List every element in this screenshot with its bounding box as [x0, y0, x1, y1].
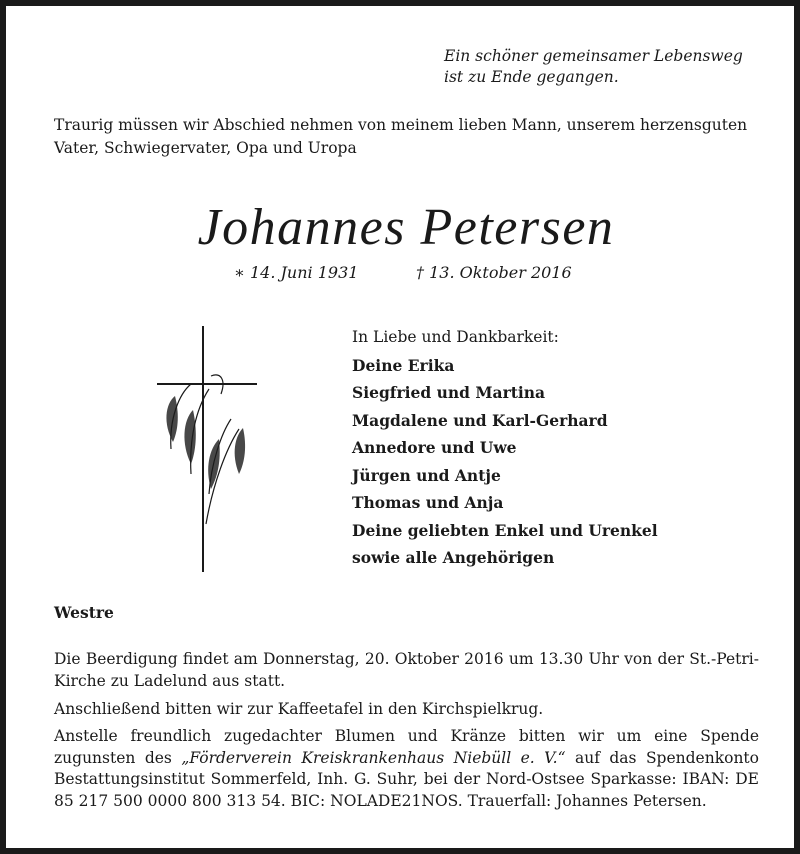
- birth-date: ∗ 14. Juni 1931: [234, 263, 359, 282]
- epigraph-quote: [444, 46, 744, 88]
- mourner-name: Siegfried und Martina: [352, 383, 546, 402]
- funeral-info: Die Beerdigung findet am Donnerstag, 20. Oktober 2016 um 13.30 Uhr von der St.-Petri-Kirche zu Ladelund aus statt.: [54, 650, 759, 690]
- mourner-name: Jürgen und Antje: [352, 465, 501, 485]
- intro-text: Traurig müssen wir Abschied nehmen von meinem lieben Mann, unserem herzensguten Vater, Schwiegervater, Opa und Uropa: [54, 116, 748, 157]
- quote-line-2: ist zu Ende gegangen.: [444, 68, 619, 86]
- mourner-name: Deine Erika: [352, 355, 455, 375]
- place-of-residence: Westre: [54, 603, 114, 622]
- quote-line-1: Ein schöner gemeinsamer Lebensweg: [444, 47, 743, 65]
- mourner-name: Deine geliebten Enkel und Urenkel: [352, 520, 658, 540]
- donation-organization: „Förderverein Kreiskrankenhaus Niebüll e. V.“: [181, 748, 566, 767]
- mourner-name: sowie alle Angehörigen: [352, 548, 555, 567]
- mourners-lead: In Liebe und Dankbarkeit:: [352, 328, 559, 346]
- deceased-name: Johannes Petersen: [197, 199, 615, 256]
- donation-info: [54, 726, 759, 812]
- reception-info: Anschließend bitten wir zur Kaffeetafel in den Kirchspielkrug.: [54, 700, 544, 718]
- mourner-name: Annedore und Uwe: [352, 438, 517, 457]
- donation-text-after: auf das Spendenkonto Bestattungsinstitut Sommerfeld, Inh. G. Suhr, bei der Nord-Ostsee Sparkasse: IBAN: DE 85 217 500 0000 800 313 54. BIC: NOLADE21NOS. Trauerfall: Johannes Petersen.: [54, 748, 759, 810]
- mourners-list: [352, 324, 658, 572]
- mourner-name: Magdalene und Karl-Gerhard: [352, 410, 608, 430]
- mourner-name: Thomas und Anja: [352, 493, 504, 512]
- cross-with-wheat-icon: [151, 324, 261, 574]
- donation-text-before: Anstelle freundlich zugedachter Blumen und Kränze bitten wir um eine Spende zugunsten des: [54, 727, 759, 767]
- death-date: † 13. Oktober 2016: [416, 263, 572, 282]
